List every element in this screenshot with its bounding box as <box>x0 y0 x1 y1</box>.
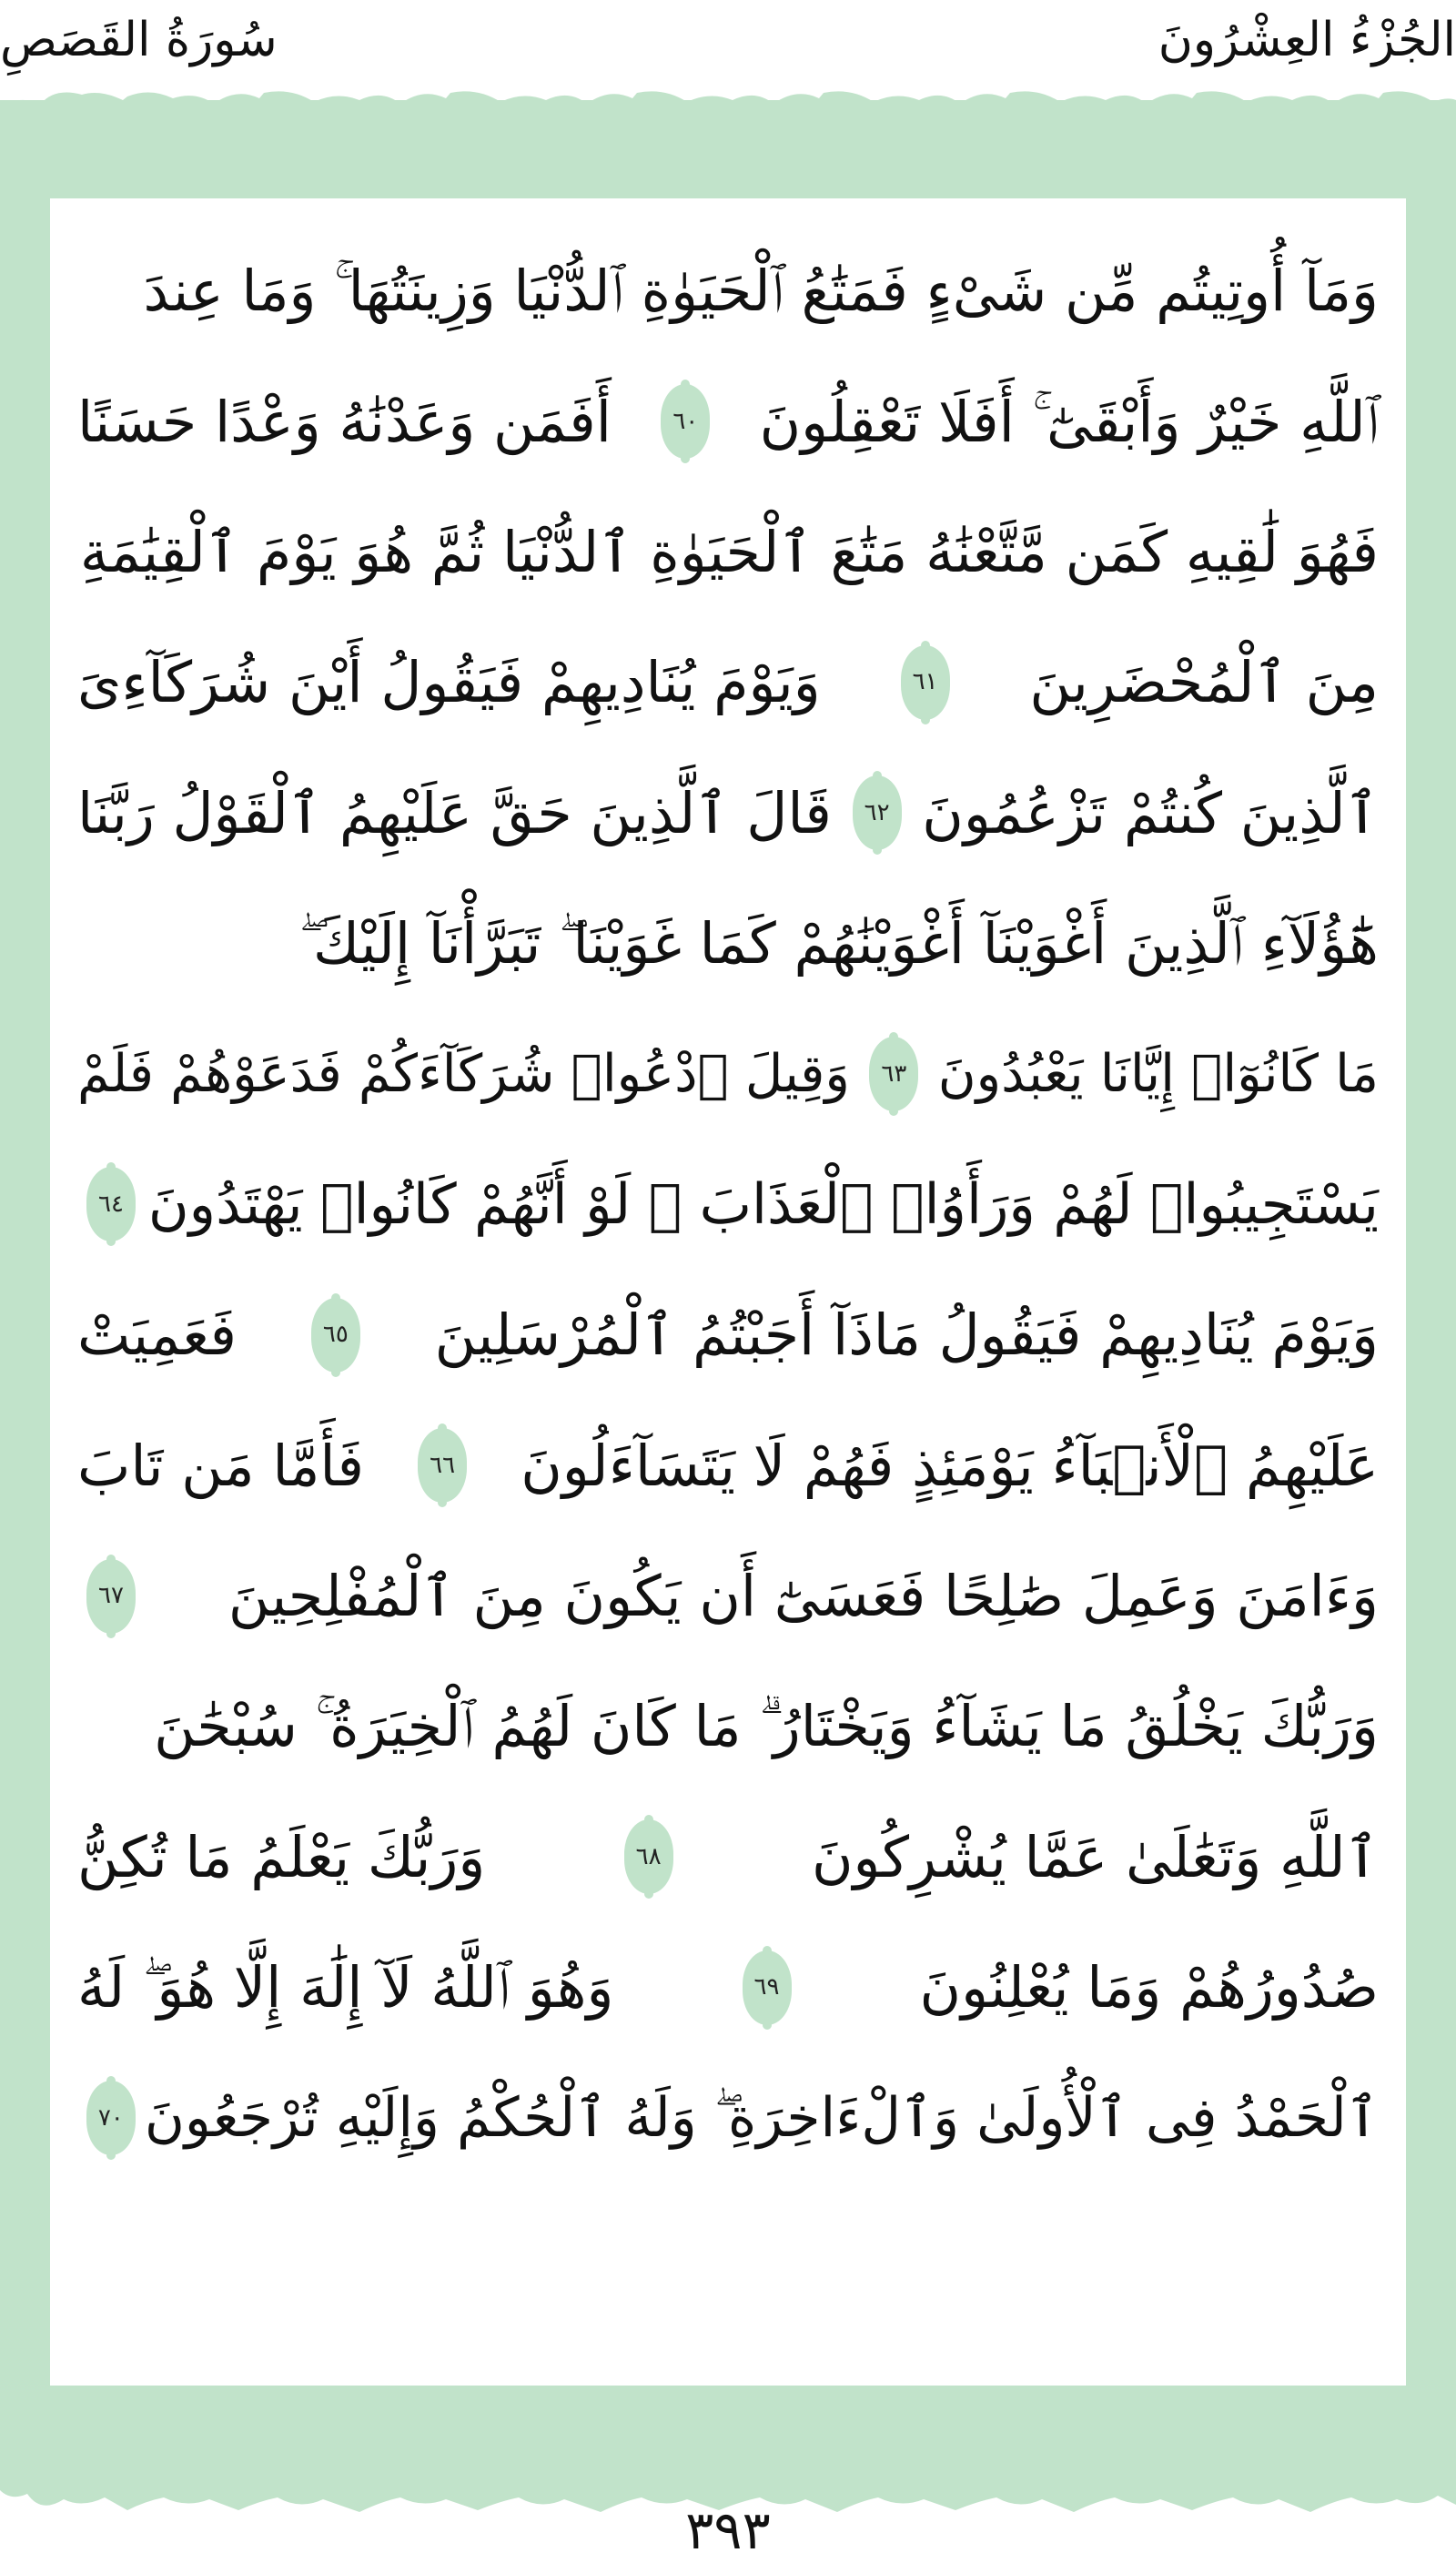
ayah-number-marker: ٦٨ <box>624 1819 673 1894</box>
header-juz-title: الجُزْءُ العِشْرُونَ <box>1158 13 1456 67</box>
ayah-number-marker: ٦٧ <box>86 1559 136 1634</box>
verse-text: وَمَآ أُوتِيتُم مِّن شَىْءٍ فَمَتَٰعُ ٱلْحَيَوٰةِ ٱلدُّنْيَا وَزِينَتُهَا ۚ وَمَا عِندَ <box>143 258 1379 325</box>
quran-text-lines <box>77 226 1379 2183</box>
verse-text: مَا كَانُوٓا۟ إِيَّانَا يَعْبُدُونَ <box>937 1043 1379 1104</box>
text-line <box>77 356 1379 486</box>
verse-text: مِنَ ٱلْمُحْضَرِينَ <box>1029 649 1379 716</box>
header-surah-title: سُورَةُ القَصَصِ <box>0 13 278 67</box>
text-line <box>77 1661 1379 1791</box>
page-number: ٣٩٣ <box>685 2499 771 2561</box>
ayah-number-marker: ٦١ <box>901 645 950 720</box>
ayah-number-marker: ٦٠ <box>661 384 710 459</box>
text-line <box>77 1008 1379 1139</box>
verse-text: وَيَوْمَ يُنَادِيهِمْ فَيَقُولُ أَيْنَ شُرَكَآءِىَ <box>77 649 821 716</box>
verse-text: ٱلَّذِينَ كُنتُمْ تَزْعُمُونَ <box>922 779 1379 846</box>
verse-text: قَالَ ٱلَّذِينَ حَقَّ عَلَيْهِمُ ٱلْقَوْلُ رَبَّنَا <box>77 779 832 846</box>
verse-text: وَءَامَنَ وَعَمِلَ صَٰلِحًا فَعَسَىٰٓ أَن يَكُونَ مِنَ ٱلْمُفْلِحِينَ <box>228 1563 1379 1630</box>
text-line <box>77 487 1379 617</box>
verse-text: وَقِيلَ ٱدْعُوا۟ شُرَكَآءَكُمْ فَدَعَوْهُمْ فَلَمْ <box>77 1043 850 1104</box>
ayah-number-marker: ٦٤ <box>86 1167 136 1241</box>
text-line <box>77 1531 1379 1661</box>
ayah-number-marker: ٧٠ <box>86 2081 136 2155</box>
verse-text: فَهُوَ لَٰقِيهِ كَمَن مَّتَّعْنَٰهُ مَتَٰعَ ٱلْحَيَوٰةِ ٱلدُّنْيَا ثُمَّ هُوَ يَوْمَ ٱلْقِيَٰمَةِ <box>79 518 1379 585</box>
text-line <box>77 226 1379 356</box>
verse-text: ٱللَّهِ وَتَعَٰلَىٰ عَمَّا يُشْرِكُونَ <box>812 1823 1379 1890</box>
text-line <box>77 1922 1379 2052</box>
verse-text: وَرَبُّكَ يَعْلَمُ مَا تُكِنُّ <box>77 1823 486 1890</box>
verse-text: يَسْتَجِيبُوا۟ لَهُمْ وَرَأَوُا۟ ٱلْعَذَابَ ۚ لَوْ أَنَّهُمْ كَانُوا۟ يَهْتَدُونَ <box>147 1171 1379 1237</box>
verse-text: عَلَيْهِمُ ٱلْأَنۢبَآءُ يَوْمَئِذٍ فَهُمْ لَا يَتَسَآءَلُونَ <box>521 1432 1379 1499</box>
verse-text: فَأَمَّا مَن تَابَ <box>77 1432 364 1499</box>
text-panel <box>50 198 1406 2386</box>
verse-text: وَيَوْمَ يُنَادِيهِمْ فَيَقُولُ مَاذَآ أَجَبْتُمُ ٱلْمُرْسَلِينَ <box>434 1302 1379 1369</box>
verse-text: ٱللَّهِ خَيْرٌ وَأَبْقَىٰٓ ۚ أَفَلَا تَعْقِلُونَ <box>759 388 1379 455</box>
verse-text: وَرَبُّكَ يَخْلُقُ مَا يَشَآءُ وَيَخْتَارُ ۗ مَا كَانَ لَهُمُ ٱلْخِيَرَةُ ۚ سُبْحَٰنَ <box>154 1693 1379 1760</box>
text-line <box>77 1140 1379 1270</box>
text-line <box>77 748 1379 878</box>
ayah-number-marker: ٦٣ <box>869 1037 918 1111</box>
verse-text: هَٰٓؤُلَآءِ ٱلَّذِينَ أَغْوَيْنَآ أَغْوَيْنَٰهُمْ كَمَا غَوَيْنَا ۖ تَبَرَّأْنَآ إِلَيْكَ ۖ <box>298 910 1379 978</box>
verse-text: ٱلْحَمْدُ فِى ٱلْأُولَىٰ وَٱلْءَاخِرَةِ ۖ وَلَهُ ٱلْحُكْمُ وَإِلَيْهِ تُرْجَعُونَ <box>144 2085 1379 2150</box>
text-line <box>77 1401 1379 1531</box>
text-line <box>77 1792 1379 1922</box>
text-line <box>77 2052 1379 2183</box>
ayah-number-marker: ٦٦ <box>418 1428 467 1503</box>
text-line <box>77 878 1379 1008</box>
verse-text: فَعَمِيَتْ <box>77 1302 237 1369</box>
text-line <box>77 1270 1379 1400</box>
verse-text: صُدُورُهُمْ وَمَا يُعْلِنُونَ <box>919 1954 1379 2021</box>
text-line <box>77 617 1379 747</box>
ayah-number-marker: ٦٩ <box>743 1950 792 2025</box>
ayah-number-marker: ٦٥ <box>311 1298 360 1373</box>
verse-text: أَفَمَن وَعَدْنَٰهُ وَعْدًا حَسَنًا <box>77 388 612 455</box>
ayah-number-marker: ٦٢ <box>853 775 902 850</box>
verse-text: وَهُوَ ٱللَّهُ لَآ إِلَٰهَ إِلَّا هُوَ ۖ لَهُ <box>77 1954 614 2021</box>
